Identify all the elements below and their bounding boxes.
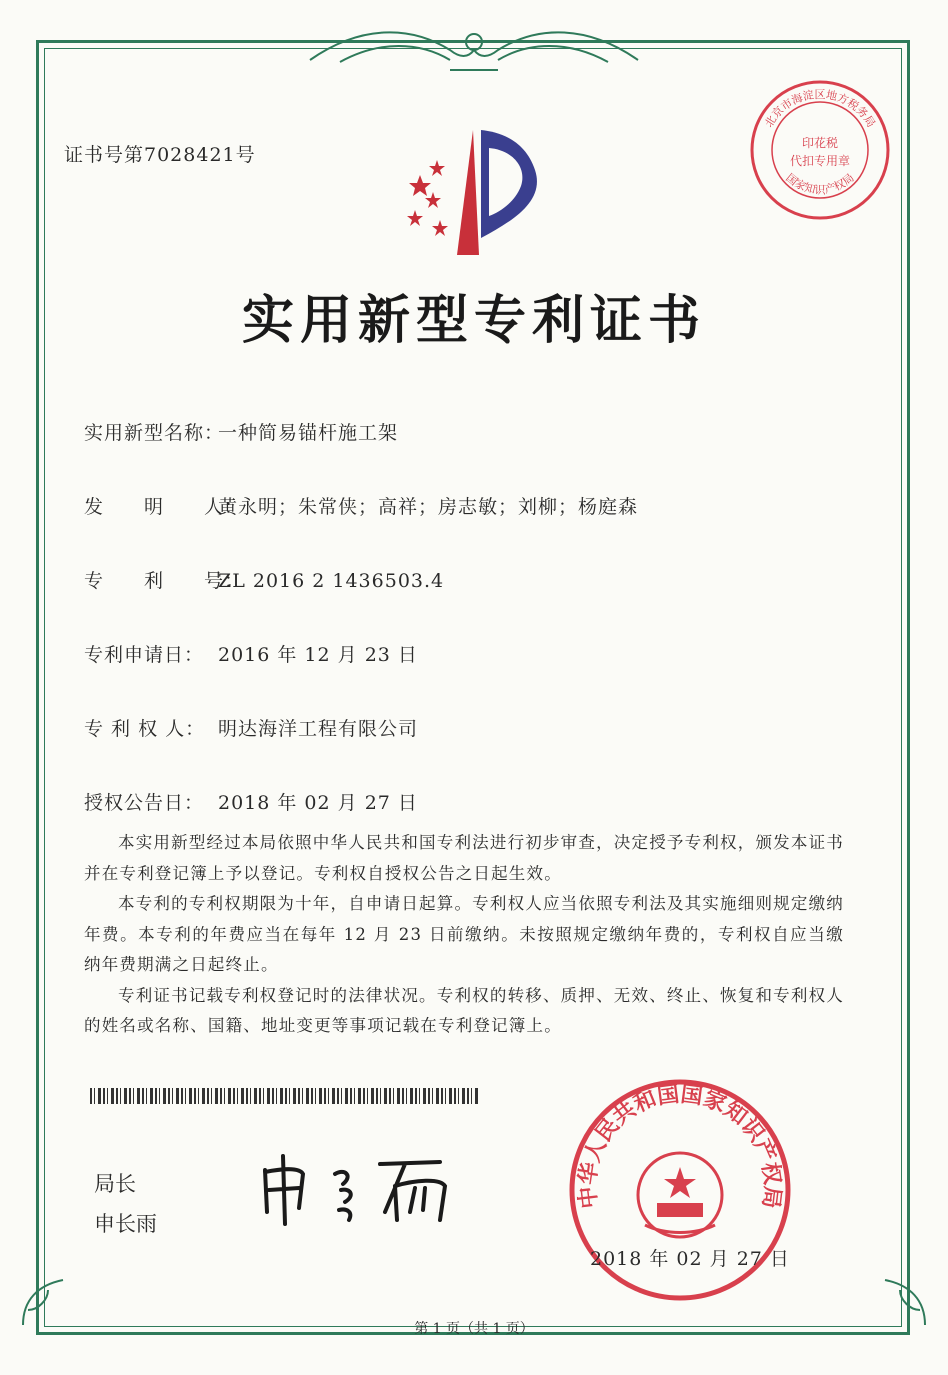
body-paragraph: 本实用新型经过本局依照中华人民共和国专利法进行初步审查，决定授予专利权，颁发本证书并在专利登记簿上予以登记。专利权自授权公告之日起生效。 xyxy=(84,833,844,883)
body-paragraph: 专利证书记载专利权登记时的法律状况。专利权的转移、质押、无效、终止、恢复和专利权人的姓名或名称、国籍、地址变更等事项记载在专利登记簿上。 xyxy=(84,985,844,1035)
tax-stamp-inner-2: 代扣专用章 xyxy=(789,154,851,168)
barcode xyxy=(90,1088,480,1104)
director-title: 局长 xyxy=(94,1172,136,1196)
field-utility-model-name xyxy=(84,418,398,445)
signature-date: 2018 年 02 月 27 日 xyxy=(590,1248,790,1270)
seal-ring-text: 中华人民共和国国家知识产权局 xyxy=(575,1082,785,1210)
field-label: 实用新型名称： xyxy=(84,422,225,444)
top-ornament xyxy=(300,20,648,80)
tax-stamp-bottom-text: 国家知识产权局 xyxy=(783,171,857,197)
field-value: 2018 年 02 月 27 日 xyxy=(218,792,418,814)
field-label: 发 明 人： xyxy=(84,496,245,518)
director-signature xyxy=(255,1150,475,1230)
field-label: 授权公告日： xyxy=(84,792,205,814)
field-patent-number xyxy=(84,566,444,593)
tax-stamp-ring-text: 北京市海淀区地方税务局 xyxy=(762,87,878,130)
certificate-number: 证书号第7028421号 xyxy=(64,144,256,166)
body-paragraph: 本专利的专利权期限为十年，自申请日起算。专利权人应当依照专利法及其实施细则规定缴纳年费。本专利的年费应当在每年 12 月 23 日前缴纳。未按照规定缴纳年费的，专利权自应当缴纳年费期满之日起终止。 xyxy=(84,894,844,974)
field-application-date xyxy=(84,640,418,667)
tax-stamp xyxy=(745,75,895,225)
field-value: 2016 年 12 月 23 日 xyxy=(218,644,418,666)
field-inventors xyxy=(84,492,638,519)
field-value: 一种简易锚杆施工架 xyxy=(218,422,399,444)
certificate-title: 实用新型专利证书 xyxy=(241,291,706,351)
field-label: 专 利 权 人： xyxy=(84,718,206,740)
field-grant-date xyxy=(84,788,418,815)
tax-stamp-inner-1: 印花税 xyxy=(801,136,839,150)
certificate-body xyxy=(84,828,844,1042)
field-patentee xyxy=(84,714,418,741)
field-value: 黄永明；朱常侠；高祥；房志敏；刘柳；杨庭森 xyxy=(218,496,639,518)
field-label: 专利申请日： xyxy=(84,644,205,666)
page-number: 第 1 页（共 1 页） xyxy=(414,1321,534,1337)
svg-text:国家知识产权局 xyxy=(783,171,856,196)
patent-office-logo xyxy=(395,120,555,260)
field-value: 明达海洋工程有限公司 xyxy=(218,718,419,740)
field-label: 专 利 号： xyxy=(84,570,245,592)
director-name: 申长雨 xyxy=(94,1212,157,1236)
field-value: ZL 2016 2 1436503.4 xyxy=(218,570,445,592)
